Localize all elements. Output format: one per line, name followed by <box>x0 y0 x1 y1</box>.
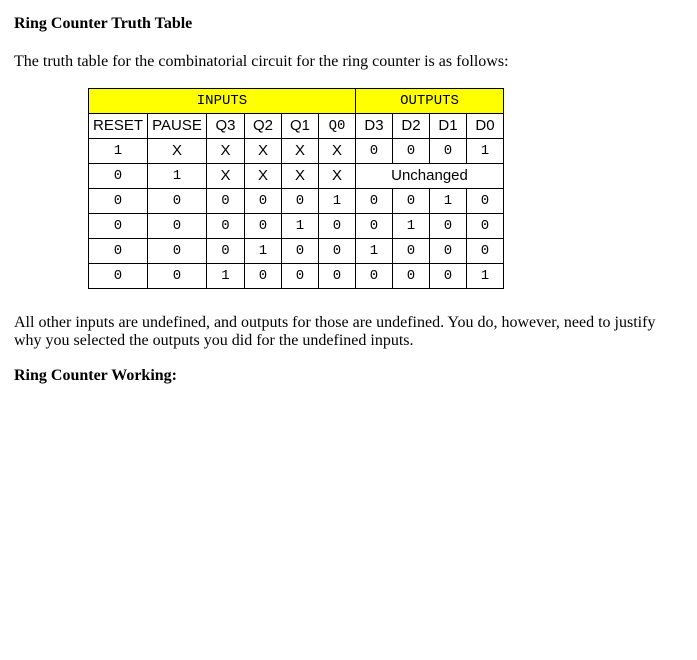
table-cell: 1 <box>207 264 245 289</box>
col-header-d0: D0 <box>467 114 504 139</box>
table-cell: 1 <box>393 214 430 239</box>
table-cell: 0 <box>245 214 282 239</box>
table-cell: 0 <box>148 264 207 289</box>
table-cell: 0 <box>148 214 207 239</box>
table-cell: 0 <box>282 264 319 289</box>
table-cell: 0 <box>319 214 356 239</box>
table-cell: 0 <box>467 239 504 264</box>
table-cell: 0 <box>393 239 430 264</box>
col-header-q1: Q1 <box>282 114 319 139</box>
table-cell: 0 <box>89 264 148 289</box>
table-cell: 0 <box>282 189 319 214</box>
table-row <box>89 214 504 239</box>
table-cell: 0 <box>89 189 148 214</box>
col-header-q3: Q3 <box>207 114 245 139</box>
col-header-q0: Q0 <box>319 114 356 139</box>
section-heading-working: Ring Counter Working: <box>14 367 177 384</box>
col-header-d2: D2 <box>393 114 430 139</box>
table-cell: 0 <box>393 139 430 164</box>
table-cell: 1 <box>319 189 356 214</box>
table-cell: 0 <box>393 264 430 289</box>
table-cell: 0 <box>393 189 430 214</box>
table-cell: 0 <box>89 214 148 239</box>
table-cell: 0 <box>430 139 467 164</box>
group-header-row <box>89 89 504 114</box>
table-cell: X <box>282 139 319 164</box>
inputs-group-header: INPUTS <box>89 89 356 114</box>
table-cell: X <box>319 139 356 164</box>
table-cell: X <box>207 164 245 189</box>
table-cell: 0 <box>319 264 356 289</box>
table-cell: 0 <box>89 164 148 189</box>
table-cell: 0 <box>430 239 467 264</box>
table-cell: X <box>245 139 282 164</box>
col-header-q2: Q2 <box>245 114 282 139</box>
table-cell: X <box>148 139 207 164</box>
undefined-inputs-paragraph: All other inputs are undefined, and outputs for those are undefined. You do, however, need to justify why you selected the outputs you did for the undefined inputs. <box>14 314 656 349</box>
table-cell: 0 <box>356 139 393 164</box>
table-cell: 0 <box>148 239 207 264</box>
table-cell: 0 <box>207 214 245 239</box>
table-cell: 0 <box>467 214 504 239</box>
table-cell: 1 <box>245 239 282 264</box>
table-cell: 1 <box>356 239 393 264</box>
table-row <box>89 164 504 189</box>
table-row <box>89 189 504 214</box>
table-cell: 0 <box>148 189 207 214</box>
table-cell: 0 <box>430 214 467 239</box>
col-header-pause: PAUSE <box>148 114 207 139</box>
table-cell: 1 <box>89 139 148 164</box>
table-cell: 0 <box>245 264 282 289</box>
table-cell: 1 <box>467 139 504 164</box>
table-cell: 1 <box>282 214 319 239</box>
section-heading-truth-table: Ring Counter Truth Table <box>14 15 193 32</box>
table-cell: 0 <box>207 189 245 214</box>
table-cell: 0 <box>207 239 245 264</box>
col-header-d1: D1 <box>430 114 467 139</box>
table-row <box>89 139 504 164</box>
truth-table <box>88 88 504 289</box>
table-cell: X <box>245 164 282 189</box>
table-cell: 0 <box>356 214 393 239</box>
table-cell: X <box>207 139 245 164</box>
table-cell: 0 <box>467 189 504 214</box>
table-cell: X <box>319 164 356 189</box>
intro-paragraph: The truth table for the combinatorial circuit for the ring counter is as follows: <box>14 53 509 70</box>
table-cell: 0 <box>282 239 319 264</box>
table-cell: 0 <box>245 189 282 214</box>
table-row <box>89 264 504 289</box>
unchanged-cell: Unchanged <box>356 164 504 189</box>
table-cell: 0 <box>356 189 393 214</box>
table-cell: 0 <box>356 264 393 289</box>
table-cell: X <box>282 164 319 189</box>
col-header-d3: D3 <box>356 114 393 139</box>
column-header-row <box>89 114 504 139</box>
table-cell: 1 <box>430 189 467 214</box>
table-cell: 1 <box>467 264 504 289</box>
table-cell: 0 <box>430 264 467 289</box>
outputs-group-header: OUTPUTS <box>356 89 504 114</box>
table-cell: 1 <box>148 164 207 189</box>
table-cell: 0 <box>89 239 148 264</box>
table-row <box>89 239 504 264</box>
col-header-reset: RESET <box>89 114 148 139</box>
table-cell: 0 <box>319 239 356 264</box>
